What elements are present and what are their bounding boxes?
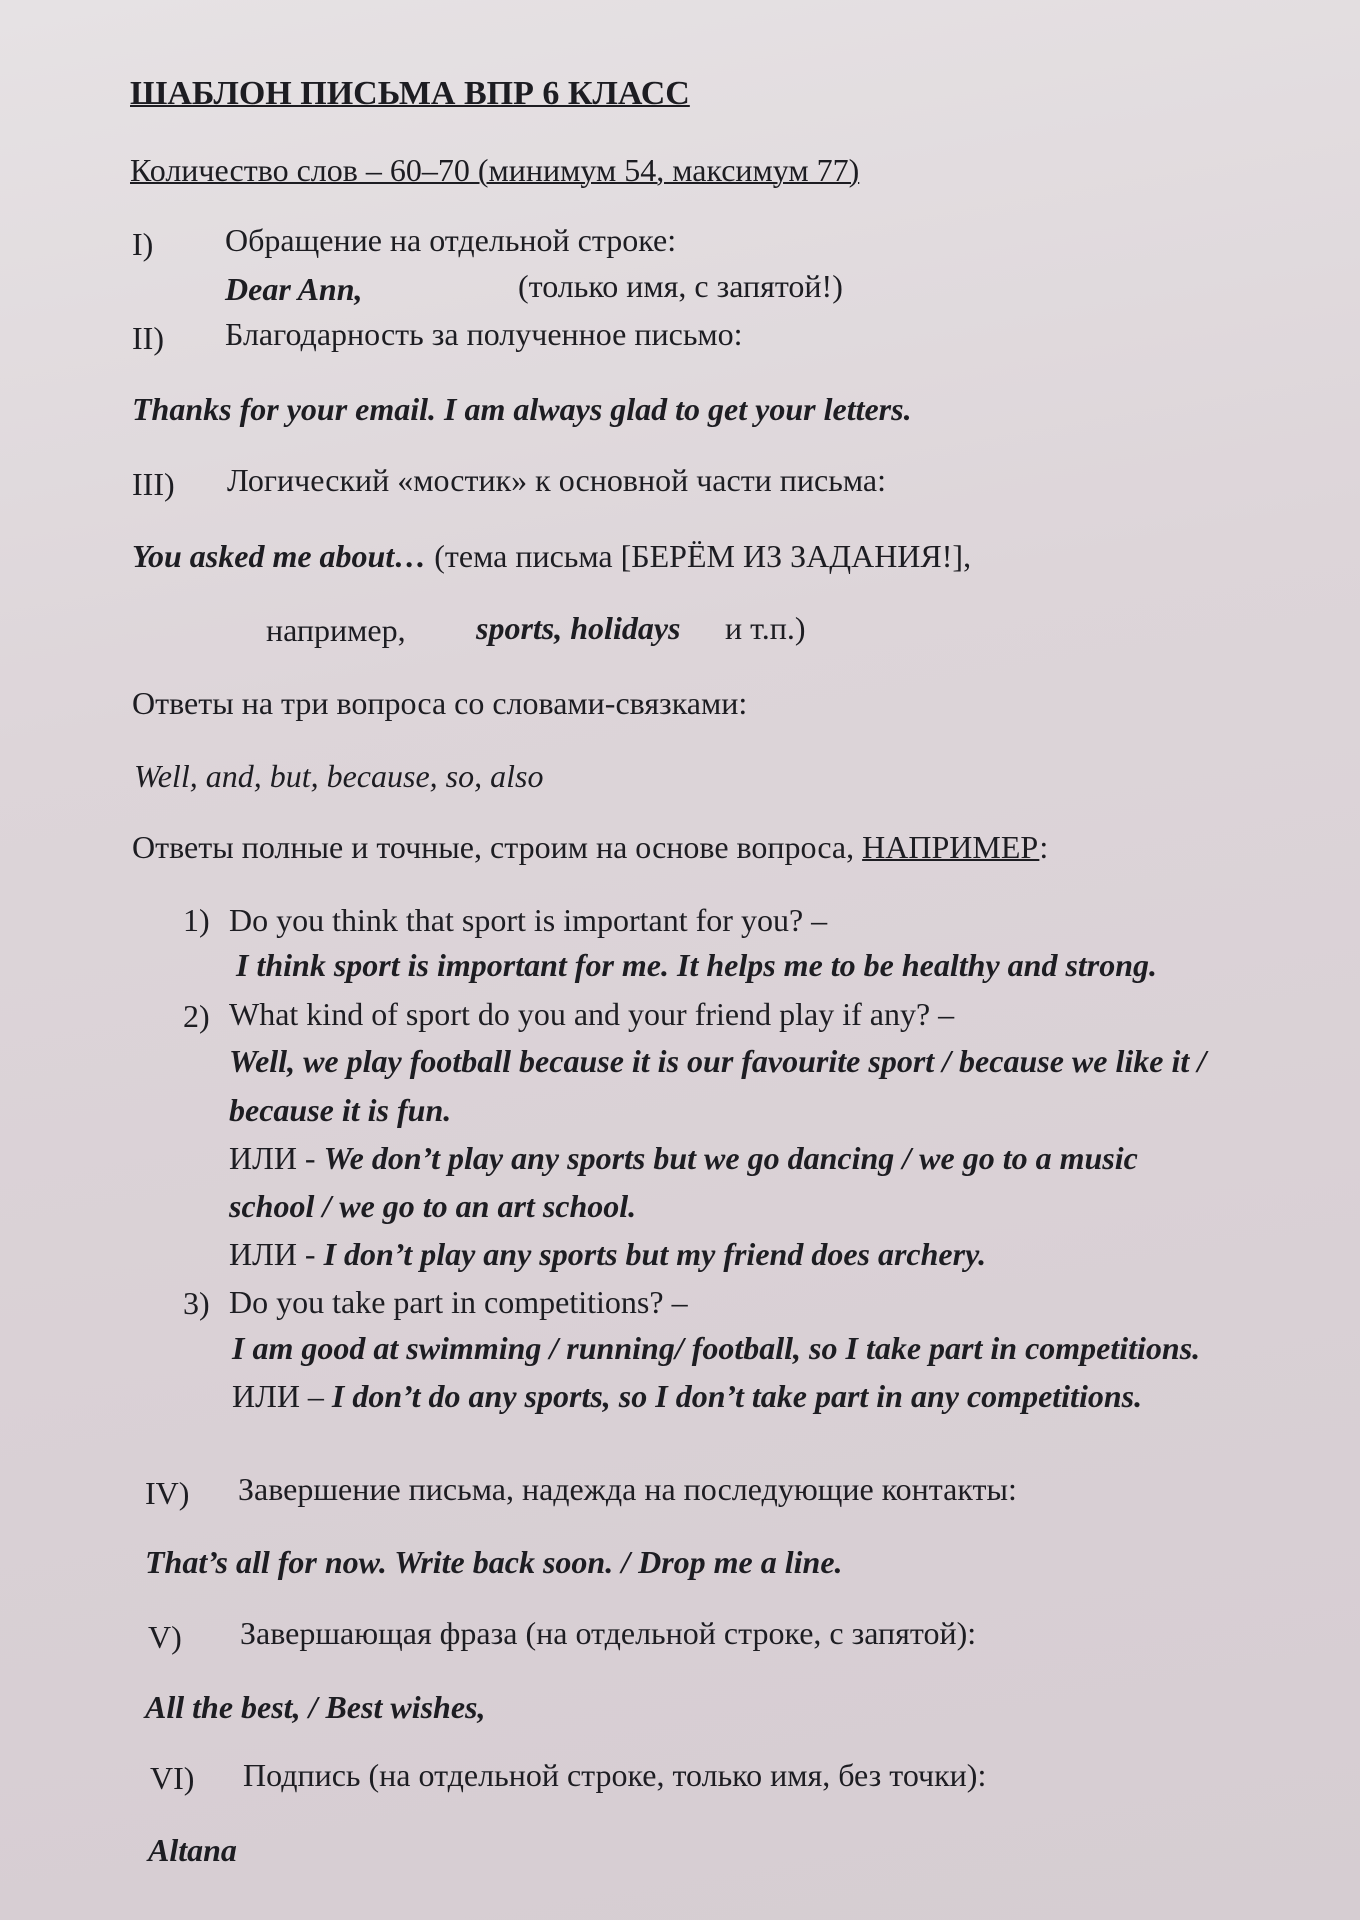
question-3-alt-text: I don’t do any sports, so I don’t take part in any competitions. [331, 1378, 1143, 1414]
section-3-note: (тема письма [БЕРЁМ ИЗ ЗАДАНИЯ!], [434, 538, 972, 574]
answers-intro-end: : [1039, 829, 1049, 865]
section-2-example: Thanks for your email. I am always glad to get your letters. [132, 391, 912, 427]
page-title: ШАБЛОН ПИСЬМА ВПР 6 КЛАСС [130, 75, 690, 112]
question-2-or-2: ИЛИ - [229, 1236, 316, 1272]
question-3-or: ИЛИ – [232, 1378, 324, 1414]
section-3-heading: Логический «мостик» к основной части письма: [227, 462, 886, 498]
question-3-number: 3) [183, 1285, 210, 1321]
question-1-answer: I think sport is important for me. It helps me to be healthy and strong. [236, 947, 1158, 983]
answers-intro-line [132, 827, 1048, 867]
answers-intro-highlight: НАПРИМЕР [862, 829, 1040, 865]
question-1-text: Do you think that sport is important for you? – [229, 902, 828, 938]
question-2-answer-line-2: because it is fun. [229, 1092, 452, 1128]
section-1-example: Dear Ann, [225, 271, 363, 307]
question-3-alt-line [232, 1376, 1142, 1416]
section-5-number: V) [148, 1619, 182, 1655]
section-4-number: IV) [145, 1475, 190, 1511]
section-3-example: You asked me about… [132, 538, 427, 574]
question-2-answer-line-1: Well, we play football because it is our favourite sport / because we like it / [229, 1043, 1207, 1079]
word-count-note: Количество слов – 60–70 (минимум 54, максимум 77) [130, 152, 860, 188]
question-2-alt-2-text: I don’t play any sports but my friend does archery. [323, 1236, 987, 1272]
linking-words: Well, and, but, because, so, also [134, 758, 544, 794]
question-2-text: What kind of sport do you and your friend play if any? – [229, 996, 955, 1032]
section-6-example: Altana [148, 1832, 237, 1868]
section-1-heading: Обращение на отдельной строке: [225, 222, 677, 258]
section-5-heading: Завершающая фраза (на отдельной строке, с запятой): [240, 1615, 977, 1651]
question-2-alt-2-line [229, 1234, 986, 1274]
answers-intro: Ответы полные и точные, строим на основе вопроса, [132, 829, 855, 865]
question-2-alt-1-text-1: We don’t play any sports but we go dancing / we go to a music [323, 1140, 1138, 1176]
section-3-for-example: например, [266, 612, 406, 648]
question-1-number: 1) [183, 902, 210, 938]
section-2-number: II) [132, 320, 164, 356]
section-6-number: VI) [150, 1760, 195, 1796]
section-1-number: I) [132, 226, 154, 262]
section-3-example-line [132, 536, 971, 576]
section-2-heading: Благодарность за полученное письмо: [225, 316, 743, 352]
section-5-example: All the best, / Best wishes, [145, 1689, 486, 1725]
question-3-text: Do you take part in competitions? – [229, 1284, 688, 1320]
section-4-heading: Завершение письма, надежда на последующие контакты: [238, 1471, 1017, 1507]
question-2-alt-1-line-2: school / we go to an art school. [229, 1188, 637, 1224]
section-4-example: That’s all for now. Write back soon. / Drop me a line. [145, 1544, 843, 1580]
question-3-answer: I am good at swimming / running/ football, so I take part in competitions. [232, 1330, 1201, 1366]
answers-heading: Ответы на три вопроса со словами-связками: [132, 685, 748, 721]
section-3-number: III) [132, 466, 175, 502]
section-1-note: (только имя, с запятой!) [518, 268, 843, 304]
question-2-alt-1-line-1 [229, 1138, 1138, 1178]
section-3-topics: sports, holidays [476, 610, 681, 646]
question-2-number: 2) [183, 998, 210, 1034]
section-6-heading: Подпись (на отдельной строке, только имя, без точки): [243, 1757, 987, 1793]
section-3-etc: и т.п.) [725, 610, 806, 646]
question-2-or-1: ИЛИ - [229, 1140, 316, 1176]
